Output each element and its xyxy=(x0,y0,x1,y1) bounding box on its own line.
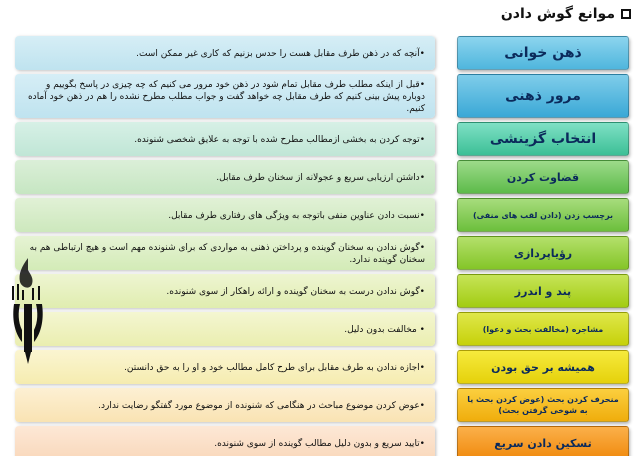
list-item xyxy=(15,388,629,422)
item-label: برچسب زدن (دادن لقب های منفی) xyxy=(457,198,629,232)
item-description: •عوض کردن موضوع مباحث در هنگامی که شنونده از موضوع مورد گفتگو رضایت ندارد. xyxy=(15,388,435,422)
item-label: ذهن خوانی xyxy=(457,36,629,70)
list-item xyxy=(15,198,629,232)
list-item xyxy=(15,160,629,194)
organization-logo xyxy=(8,256,48,366)
item-label: منحرف کردن بحث (عوض کردن بحث یا به شوخی گرفتن بحث) xyxy=(457,388,629,422)
item-label: پند و اندرز xyxy=(457,274,629,308)
item-label: همیشه بر حق بودن xyxy=(457,350,629,384)
item-description: •نسبت دادن عناوین منفی باتوجه به ویژگی های رفتاری طرف مقابل. xyxy=(15,198,435,232)
item-label: قضاوت کردن xyxy=(457,160,629,194)
barriers-list xyxy=(15,36,629,456)
list-item xyxy=(15,74,629,118)
item-description: • مخالفت بدون دلیل. xyxy=(15,312,435,346)
list-item xyxy=(15,122,629,156)
list-item xyxy=(15,36,629,70)
list-item xyxy=(15,236,629,270)
item-description: •گوش ندادن به سخنان گوینده و پرداختن ذهنی به مواردی که برای شنونده مهم است و هیچ ارتباطی هم به سخنان گوینده ندارد. xyxy=(15,236,435,270)
list-item xyxy=(15,274,629,308)
item-description: •قبل از اینکه مطلب طرف مقابل تمام شود در ذهن خود مرور می کنیم که چه چیزی در پاسخ بگوییم و دوباره پیش بینی کنیم که طرف مقابل چه خواهد گفت و جواب مطلب مطرح نشده را هم در ذهن خود آماده کنیم. xyxy=(15,74,435,118)
page-title xyxy=(501,6,631,22)
item-description: •گوش ندادن درست به سخنان گوینده و ارائه راهکار از سوی شنونده. xyxy=(15,274,435,308)
item-description: •توجه کردن به بخشی ازمطالب مطرح شده با توجه به علایق شخصی شنونده. xyxy=(15,122,435,156)
item-description: •آنچه که در ذهن طرف مقابل هست را حدس بزنیم که کاری غیر ممکن است. xyxy=(15,36,435,70)
page-title-text: موانع گوش دادن xyxy=(500,6,615,22)
square-bullet-icon xyxy=(621,9,631,19)
item-description: •اجازه ندادن به طرف مقابل برای طرح کامل مطالب خود و او را به حق دانستن. xyxy=(15,350,435,384)
item-label: مرور ذهنی xyxy=(457,74,629,118)
list-item xyxy=(15,350,629,384)
logo-icon xyxy=(8,256,48,366)
item-label: رؤیاپردازی xyxy=(457,236,629,270)
item-description: •داشتن ارزیابی سریع و عجولانه از سخنان طرف مقابل. xyxy=(15,160,435,194)
item-label: تسکین دادن سریع xyxy=(457,426,629,456)
list-item xyxy=(15,426,629,456)
item-label: انتخاب گزینشی xyxy=(457,122,629,156)
item-label: مشاجره (مخالفت بحث و دعوا) xyxy=(457,312,629,346)
list-item xyxy=(15,312,629,346)
item-description: •تایید سریع و بدون دلیل مطالب گوینده از سوی شنونده. xyxy=(15,426,435,456)
